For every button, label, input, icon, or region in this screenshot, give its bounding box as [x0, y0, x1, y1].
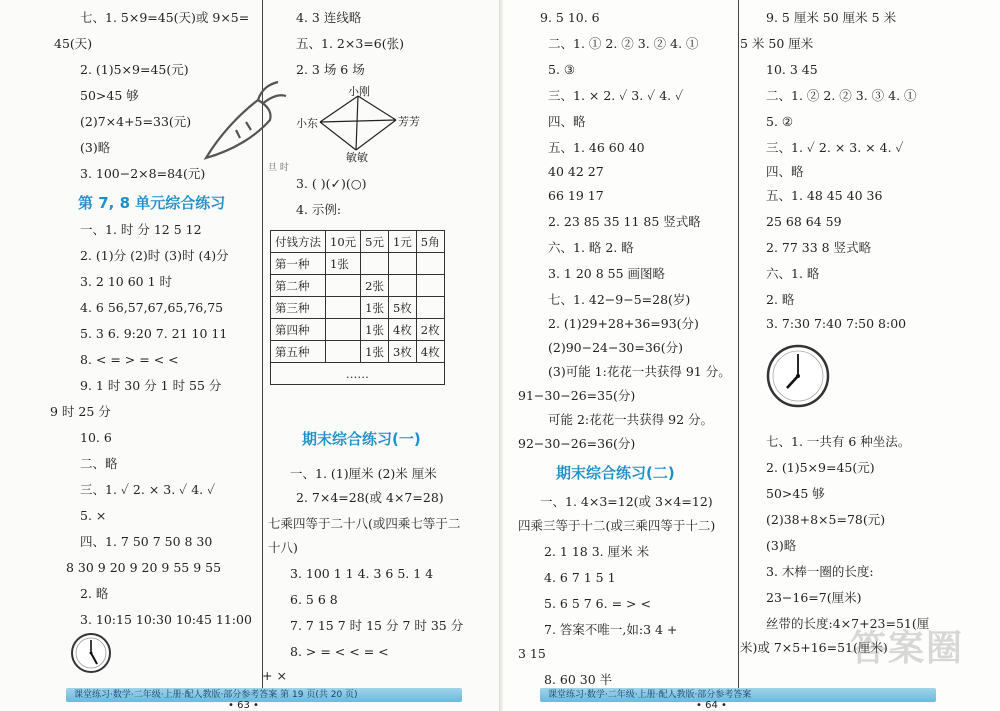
table-header-cell: 10元: [326, 231, 361, 253]
answer-line: 二、1. ② 2. ② 3. ③ 4. ①: [766, 88, 917, 103]
table-cell: 4枚: [416, 341, 444, 363]
answer-line: 四、略: [548, 114, 586, 129]
answer-line: 2. 略: [766, 292, 795, 307]
answer-line: 2. 23 85 35 11 85 竖式略: [548, 214, 701, 229]
table-header-cell: 1元: [388, 231, 416, 253]
answer-line: 六、1. 略 2. 略: [548, 240, 634, 255]
answer-line: 3. 木棒一圈的长度:: [766, 564, 874, 579]
right-page-number: • 64 •: [696, 700, 727, 711]
answer-line: 5. 3 6. 9:20 7. 21 10 11: [80, 326, 228, 341]
diagram-label-bottom: 敏敏: [346, 151, 368, 164]
table-header-cell: 5角: [416, 231, 444, 253]
table-cell: 2枚: [416, 319, 444, 341]
table-ellipsis: ……: [271, 363, 445, 385]
answer-line: 3. 100 1 1 4. 3 6 5. 1 4: [290, 566, 434, 581]
table-cell: 1张: [361, 297, 389, 319]
answer-line: 8. 60 30 半: [544, 672, 613, 687]
table-cell: [326, 297, 361, 319]
answer-line: 米)或 7×5+16=51(厘米): [740, 640, 888, 655]
answer-line: 2. 1 18 3. 厘米 米: [544, 544, 650, 559]
table-cell: 1张: [361, 341, 389, 363]
answer-line: (3)略: [766, 538, 797, 553]
answer-line: 7. 答案不唯一,如:3 4 +: [544, 622, 678, 637]
answer-line: 四、1. 7 50 7 50 8 30: [80, 534, 213, 549]
answer-line: 5. ③: [548, 62, 576, 77]
answer-line: 四、略: [766, 164, 804, 179]
table-row: [271, 297, 445, 319]
answer-line: 三、1. × 2. ✓ 3. ✓ 4. ✓: [548, 88, 684, 103]
table-cell: 5枚: [388, 297, 416, 319]
margin-note: 旦 时: [268, 163, 289, 173]
table-cell: 第四种: [271, 319, 326, 341]
left-footer-bar: 课堂练习·数学·二年级·上册·配人教版·部分参考答案 第 19 页(共 20 页): [66, 688, 462, 702]
answer-line: 2. (1)29+28+36=93(分): [548, 316, 699, 331]
table-cell: [416, 297, 444, 319]
answer-line: 9 时 25 分: [50, 404, 111, 419]
answer-line: 9. 5 10. 6: [540, 10, 600, 25]
table-cell: [416, 253, 444, 275]
answer-line: 二、略: [80, 456, 118, 471]
answer-line: 3. 10:15 10:30 10:45 11:00: [80, 612, 252, 627]
answer-line: 10. 6: [80, 430, 112, 445]
clock-icon-eight: [766, 344, 830, 408]
answer-line: 3. 7:30 7:40 7:50 8:00: [766, 316, 907, 331]
table-cell: [326, 275, 361, 297]
answer-line: 50>45 够: [80, 88, 139, 103]
answer-line: 5 米 50 厘米: [740, 36, 814, 51]
table-cell: [416, 275, 444, 297]
answer-line: (2)38+8×5=78(元): [766, 512, 886, 527]
answer-line: 25 68 64 59: [766, 214, 842, 229]
payment-table: [270, 230, 445, 385]
answer-line: 三、1. ✓ 2. × 3. × 4. ✓: [766, 140, 904, 155]
answer-line: 一、1. (1)厘米 (2)米 厘米: [290, 466, 437, 481]
answer-line: 五、1. 46 60 40: [548, 140, 645, 155]
answer-line: 五、1. 48 45 40 36: [766, 188, 883, 203]
table-row: [271, 319, 445, 341]
diagram-label-top: 小刚: [348, 85, 370, 98]
answer-line: 2. 略: [80, 586, 109, 601]
answer-line: 92−30−26=36(分): [518, 436, 636, 451]
answer-line: 三、1. ✓ 2. × 3. ✓ 4. ✓: [80, 482, 216, 497]
answer-line: (3)可能 1:花花一共获得 91 分。: [548, 364, 731, 379]
answer-line: 4. 3 连线略: [296, 10, 362, 25]
carrot-icon: [196, 78, 288, 170]
answer-line: 6. 5 6 8: [290, 592, 338, 607]
table-cell: 1张: [326, 253, 361, 275]
answer-line: 50>45 够: [766, 486, 825, 501]
answer-line: 六、1. 略: [766, 266, 820, 281]
answer-line: 7. 7 15 7 时 15 分 7 时 35 分: [290, 618, 464, 633]
answer-line: 四乘三等于十二(或三乘四等于十二): [518, 518, 716, 533]
answer-line: 2. 3 场 6 场: [296, 62, 365, 77]
answer-line: + ×: [262, 668, 287, 683]
answer-line: 七乘四等于二十八(或四乘七等于二: [268, 516, 461, 531]
answer-line: 可能 2:花花一共获得 92 分。: [548, 412, 713, 427]
table-cell: 2张: [361, 275, 389, 297]
answer-line: 8. < = > = < <: [80, 352, 179, 367]
answer-line: 2. 7×4=28(或 4×7=28): [296, 490, 444, 505]
answer-line: 二、1. ① 2. ② 3. ② 4. ①: [548, 36, 699, 51]
table-cell: [388, 253, 416, 275]
answer-line: 4. 6 56,57,67,65,76,75: [80, 300, 224, 315]
table-cell: [361, 253, 389, 275]
clock-icon: [70, 632, 112, 674]
answer-line: 8. > = < < = <: [290, 644, 389, 659]
table-row: [271, 275, 445, 297]
answer-line: 5. 6 5 7 6. = > <: [544, 596, 651, 611]
table-cell: 3枚: [388, 341, 416, 363]
table-header-row: [271, 231, 445, 253]
answer-line: 23−16=7(厘米): [766, 590, 862, 605]
right-footer-bar: 课堂练习·数学·二年级·上册·配人教版·部分参考答案: [540, 688, 936, 702]
answer-line: 9. 5 厘米 50 厘米 5 米: [766, 10, 897, 25]
answer-line: 2. (1)分 (2)时 (3)时 (4)分: [80, 248, 229, 263]
answer-line: 3 15: [518, 646, 546, 661]
answer-line: (3)略: [80, 140, 111, 155]
answer-line: 9. 1 时 30 分 1 时 55 分: [80, 378, 222, 393]
table-cell: 第二种: [271, 275, 326, 297]
answer-line: 2. (1)5×9=45(元): [80, 62, 189, 77]
answer-line: 91−30−26=35(分): [518, 388, 636, 403]
right-column-separator: [738, 0, 739, 690]
answer-line: 3. 100−2×8=84(元): [80, 166, 206, 181]
answer-line: 十八): [268, 540, 298, 555]
table-cell: [388, 275, 416, 297]
answer-line: 2. 77 33 8 竖式略: [766, 240, 872, 255]
answer-line: 一、1. 4×3=12(或 3×4=12): [540, 494, 713, 509]
watermark: 答案圈: [850, 628, 965, 669]
left-page-number: • 63 •: [228, 700, 259, 711]
answer-line: 3. 1 20 8 55 画图略: [548, 266, 666, 281]
answer-line: 5. ×: [80, 508, 107, 523]
table-row: [271, 253, 445, 275]
diagram-label-left: 小东: [296, 117, 318, 130]
answer-line: (2)90−24−30=36(分): [548, 340, 684, 355]
answer-line: 3. 2 10 60 1 时: [80, 274, 173, 289]
answer-line: 丝带的长度:4×7+23=51(厘: [766, 616, 930, 631]
table-header-cell: 5元: [361, 231, 389, 253]
answer-line: 4. 6 7 1 5 1: [544, 570, 616, 585]
answer-line: 8 30 9 20 9 20 9 55 9 55: [66, 560, 222, 575]
answer-line: 五、1. 2×3=6(张): [296, 36, 404, 51]
table-cell: 4枚: [388, 319, 416, 341]
table-ellipsis-row: [271, 363, 445, 385]
table-cell: 第五种: [271, 341, 326, 363]
answer-line: 一、1. 时 分 12 5 12: [80, 222, 202, 237]
table-cell: 1张: [361, 319, 389, 341]
table-row: [271, 341, 445, 363]
answer-line: 七、1. 一共有 6 种坐法。: [766, 434, 911, 449]
section-title-final-1: 期末综合练习(一): [302, 430, 421, 448]
answer-line: 4. 示例:: [296, 202, 342, 217]
table-cell: 第一种: [271, 253, 326, 275]
answer-line: 40 42 27: [548, 164, 604, 179]
answer-line: 66 19 17: [548, 188, 604, 203]
answer-line: 3. ( )(✓)(○): [296, 176, 367, 191]
answer-line: (2)7×4+5=33(元): [80, 114, 192, 129]
table-cell: [326, 341, 361, 363]
table-cell: 第三种: [271, 297, 326, 319]
answer-line: 七、1. 42−9−5=28(岁): [548, 292, 691, 307]
section-title-units-7-8: 第 7, 8 单元综合练习: [78, 194, 226, 212]
answer-line: 10. 3 45: [766, 62, 818, 77]
diagram-label-right: 芳芳: [398, 115, 420, 128]
section-title-final-2: 期末综合练习(二): [556, 464, 675, 482]
answer-line: 5. ②: [766, 114, 794, 129]
answer-line: 七、1. 5×9=45(天)或 9×5=: [80, 10, 250, 25]
table-cell: [326, 319, 361, 341]
table-header-cell: 付钱方法: [271, 231, 326, 253]
answer-line: 45(天): [54, 36, 93, 51]
answer-line: 2. (1)5×9=45(元): [766, 460, 875, 475]
